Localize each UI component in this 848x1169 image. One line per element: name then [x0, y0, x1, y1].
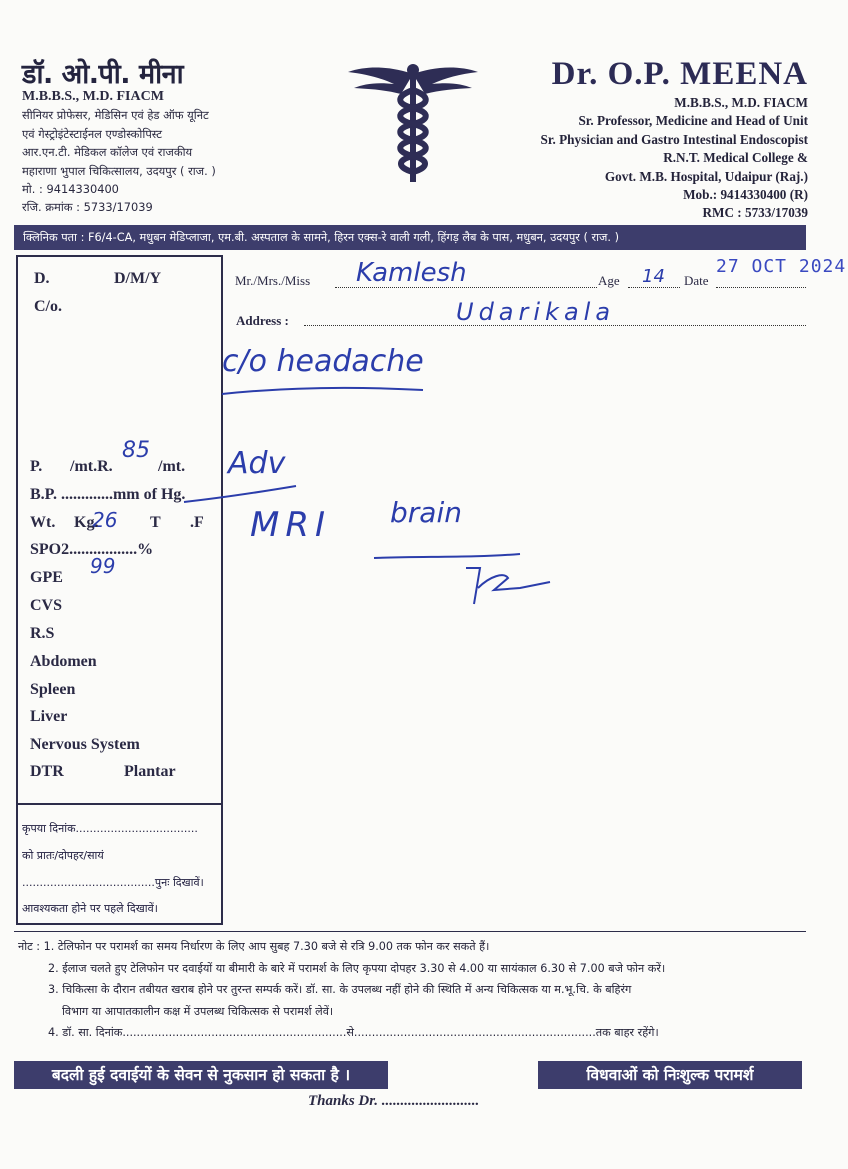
complaint-underline-icon: [218, 380, 428, 400]
rx-complaint: c/o headache: [222, 344, 424, 379]
degree-english: M.B.B.S., M.D. FIACM: [674, 95, 808, 110]
followup-time-line: को प्रातः/दोपहर/सायं: [22, 849, 104, 862]
institution-hindi-1: आर.एन.टी. मेडिकल कॉलेज एवं राजकीय: [22, 145, 193, 160]
followup-date-line: कृपया दिनांक...................................: [22, 822, 198, 835]
followup-revisit-line: ......................................पुनः दिखावें।: [22, 876, 204, 889]
note-1: नोट : 1. टेलिफोन पर परामर्श का समय निर्धारण के लिए आप सुबह 7.30 बजे से रत्रि 9.00 तक फोन कर सकते हैं।: [18, 940, 490, 953]
d-label: D.: [34, 270, 50, 287]
rs-label: R.S: [30, 625, 55, 642]
institution-english-2: Govt. M.B. Hospital, Udaipur (Raj.): [604, 168, 808, 184]
followup-box: [16, 801, 223, 925]
free-consultation-banner: विधवाओं को निःशुल्क परामर्श: [538, 1061, 802, 1089]
note-2: 2. ईलाज चलते हुए टेलिफोन पर दवाईयों या बीमारी के बारे में परामर्श के लिए कृपया दोपहर 3.30 से 4.00 या सायंकाल 6.30 से 7.00 बजे फोन करें।: [48, 961, 666, 975]
cvs-label: CVS: [30, 597, 63, 614]
spo2-value: 99: [90, 554, 116, 578]
liver-label: Liver: [30, 708, 68, 725]
degree-hindi-side: M.B.B.S., M.D. FIACM: [22, 89, 164, 104]
patient-name-label: Mr./Mrs./Miss: [235, 273, 311, 288]
doctor-details-english: [541, 94, 808, 223]
age-label: Age: [598, 273, 620, 288]
bp-label: B.P. .............mm of Hg.: [30, 486, 186, 503]
registration-hindi: रजि. क्रमांक : 5733/17039: [22, 200, 153, 215]
clinic-address-bar: [14, 225, 806, 250]
rx-investigation: MRI: [250, 505, 331, 545]
mt-suffix-label: /mt.: [158, 458, 186, 475]
weight-label: Wt.: [30, 514, 56, 531]
doctor-name-english: Dr. O.P. MEENA: [551, 56, 808, 92]
doctor-details-hindi: [22, 88, 216, 217]
clinic-address-text: क्लिनिक पता : F6/4-CA, मधुबन मेडिप्लाजा, एम.बी. अस्पताल के सामने, हिरन एक्स-रे वाली गली, हिंगड़ लैब के पास, मधुबन, उदयपुर ( राज. ): [23, 231, 619, 244]
thanks-line: Thanks Dr. ..........................: [308, 1093, 480, 1109]
designation-english-2: Sr. Physician and Gastro Intestinal Endoscopist: [540, 131, 808, 147]
dmy-label: D/M/Y: [114, 270, 162, 287]
mobile-hindi: मो. : 9414330400: [22, 182, 119, 197]
designation-english-1: Sr. Professor, Medicine and Head of Unit: [578, 113, 808, 129]
dtr-label: DTR: [30, 763, 64, 780]
address-value: Udarikala: [456, 298, 616, 326]
pulse-label: P.: [30, 458, 43, 475]
age-line: [628, 287, 680, 288]
plantar-label: Plantar: [124, 763, 176, 780]
note-3-continued: विभाग या आपातकालीन कक्ष में उपलब्ध चिकित्सक से परामर्श लेवें।: [62, 1004, 334, 1018]
nervous-system-label: Nervous System: [30, 736, 140, 753]
notes-divider: [14, 931, 806, 932]
note-3: 3. चिकित्सा के दौरान तबीयत खराब होने पर तुरन्त सम्पर्क करें। डॉ. सा. के उपलब्ध नहीं होने की स्थिति में अन्य चिकित्सक या म.भू.चि. के बहिरंग: [48, 983, 632, 997]
temperature-label: T: [150, 514, 161, 531]
signature-icon: [370, 548, 560, 612]
spo2-label: SPO2.................%: [30, 541, 154, 558]
patient-name-value: Kamlesh: [356, 258, 467, 288]
spleen-label: Spleen: [30, 681, 76, 698]
warning-banner: बदली हुई दवाईयों के सेवन से नुकसान हो सकता है ।: [14, 1061, 388, 1089]
notes-section: [18, 936, 818, 1044]
institution-hindi-2: महाराणा भुपाल चिकित्सालय, उदयपुर ( राज. ): [22, 163, 216, 178]
address-label: Address :: [236, 313, 289, 328]
fahrenheit-label: .F: [190, 514, 204, 531]
designation-hindi-2: एवं गेस्ट्रोइंटेस्टाईनल एण्डोस्कोपिस्ट: [22, 126, 162, 141]
followup-early-line: आवश्यकता होने पर पहले दिखावें।: [22, 902, 158, 915]
date-stamp: 27 OCT 2024: [716, 256, 847, 277]
rmc-number: RMC : 5733/17039: [702, 205, 808, 221]
doctor-name-hindi: डॉ. ओ.पी. मीना: [22, 59, 184, 90]
age-value: 14: [642, 266, 665, 287]
kg-label: Kg.: [74, 514, 99, 531]
rx-advice: Adv: [228, 446, 286, 481]
co-label: C/o.: [34, 298, 62, 315]
designation-hindi-1: सीनियर प्रोफेसर, मेडिसिन एवं हेड ऑफ यूनिट: [22, 108, 209, 123]
mobile-english: Mob.: 9414330400 (R): [683, 187, 808, 203]
rx-investigation-site: brain: [390, 496, 462, 529]
abdomen-label: Abdomen: [30, 653, 97, 670]
date-line: [716, 287, 806, 288]
gpe-label: GPE: [30, 569, 63, 586]
caduceus-logo-icon: [346, 60, 480, 186]
institution-english-1: R.N.T. Medical College &: [663, 150, 808, 166]
weight-value: 26: [92, 508, 118, 532]
note-4: 4. डॉ. सा. दिनांक...............................................................से....................................................................तक बाहर रहेंगे।: [48, 1026, 659, 1040]
mt-r-label: /mt.R.: [70, 458, 113, 475]
date-label: Date: [684, 273, 709, 288]
pulse-value: 85: [122, 438, 150, 463]
